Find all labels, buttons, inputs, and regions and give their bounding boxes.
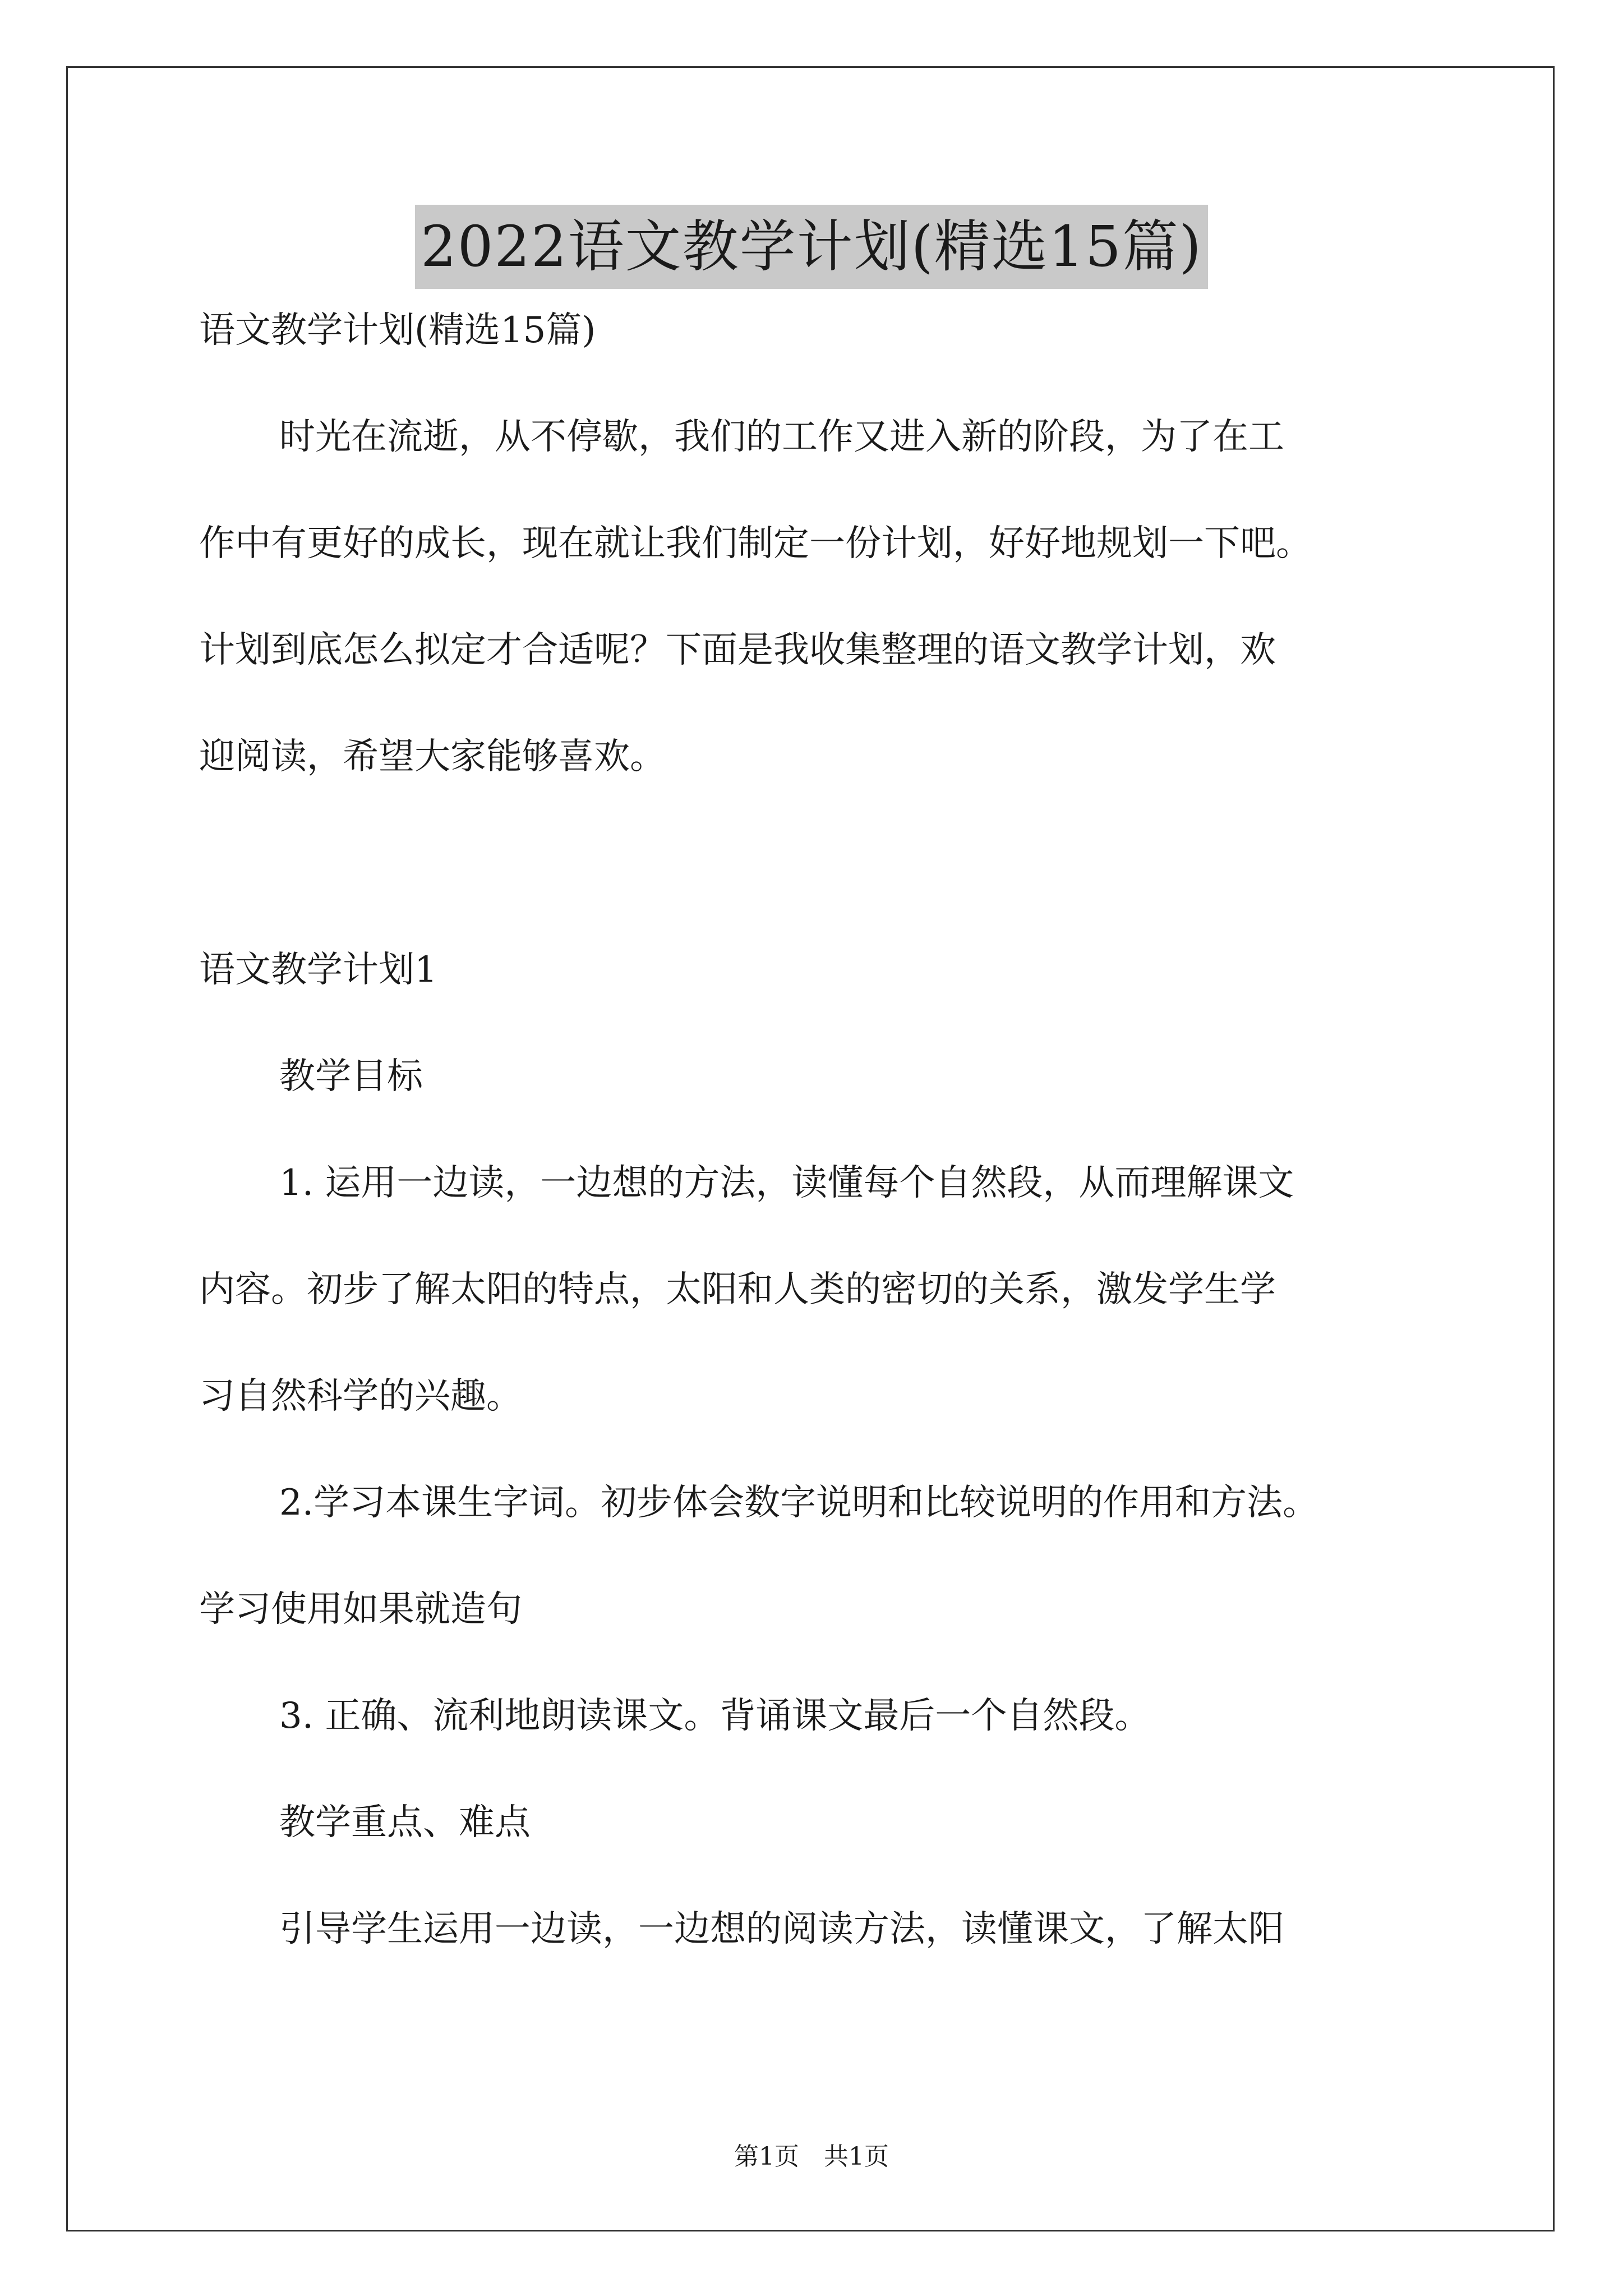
key-text-line: 引导学生运用一边读，一边想的阅读方法，读懂课文，了解太阳 — [279, 1908, 1284, 1950]
key-heading: 教学重点、难点 — [279, 1802, 531, 1843]
intro-line-2: 作中有更好的成长，现在就让我们制定一份计划，好好地规划一下吧。 — [199, 523, 1312, 564]
goal1-line-2: 内容。初步了解太阳的特点，太阳和人类的密切的关系，激发学生学 — [199, 1269, 1276, 1310]
goal2-line-2: 学习使用如果就造句 — [199, 1589, 522, 1630]
intro-line-4: 迎阅读，希望大家能够喜欢。 — [199, 736, 666, 777]
section-heading: 语文教学计划1 — [199, 949, 437, 991]
document-subtitle: 语文教学计划(精选15篇) — [199, 310, 596, 351]
intro-line-3: 计划到底怎么拟定才合适呢？下面是我收集整理的语文教学计划，欢 — [199, 629, 1276, 671]
goal2-line-1: 2.学习本课生字词。初步体会数字说明和比较说明的作用和方法。 — [279, 1482, 1319, 1524]
goal1-line-3: 习自然科学的兴趣。 — [199, 1375, 522, 1417]
document-body — [199, 304, 1433, 1956]
page-footer: 第1页 共1页 — [734, 2142, 889, 2171]
intro-line-1: 时光在流逝，从不停歇，我们的工作又进入新的阶段，为了在工 — [279, 416, 1284, 458]
goals-heading: 教学目标 — [279, 1056, 423, 1097]
goal3-line: 3. 正确、流利地朗读课文。背诵课文最后一个自然段。 — [279, 1695, 1151, 1737]
title-area — [0, 205, 1623, 289]
document-title: 2022语文教学计划(精选15篇) — [415, 205, 1208, 289]
goal1-line-1: 1. 运用一边读，一边想的方法，读懂每个自然段，从而理解课文 — [279, 1162, 1294, 1204]
